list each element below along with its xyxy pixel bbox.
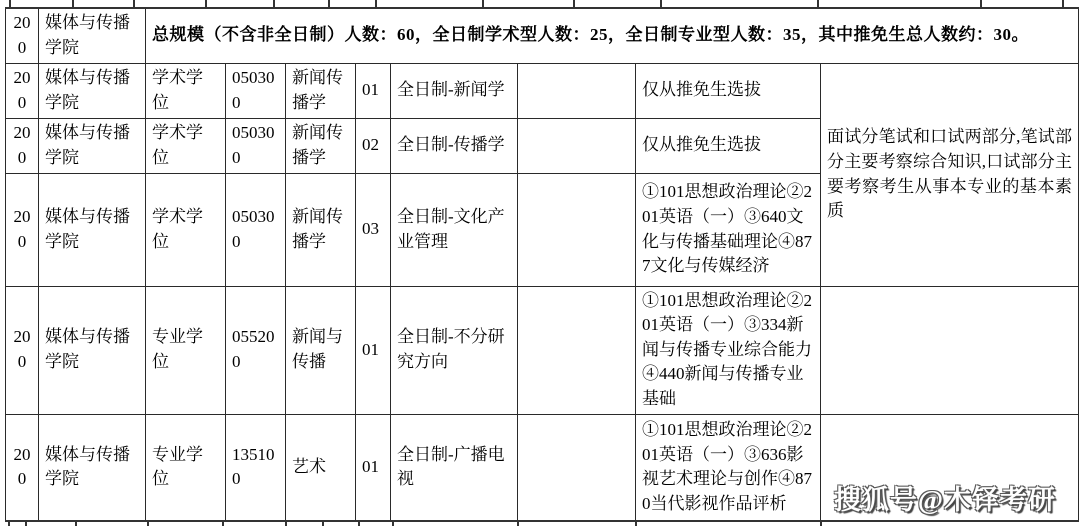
- cell-enrollment: [518, 63, 636, 118]
- cell-direction-name: 全日制-广播电视: [391, 414, 518, 521]
- table-gridline: [392, 520, 394, 526]
- table-gridline: [980, 0, 982, 7]
- cell-college-code: 200: [6, 118, 39, 173]
- table-gridline: [1062, 0, 1064, 7]
- cell-school-name: 媒体与传播学院: [39, 118, 146, 173]
- cell-direction-code: 01: [356, 286, 391, 414]
- table-gridline: [133, 0, 135, 7]
- cell-exam-subjects: ①101思想政治理论②201英语（一）③636影视艺术理论与创作④870当代影视作品评析: [636, 414, 821, 521]
- cell-direction-name: 全日制-文化产业管理: [391, 173, 518, 286]
- cell-direction-code: 01: [356, 414, 391, 521]
- table-gridline: [273, 0, 275, 7]
- cell-degree-type: 学术学位: [146, 118, 226, 173]
- cell-enrollment: [518, 286, 636, 414]
- summary-row: [6, 8, 1079, 63]
- table-gridline: [573, 0, 575, 7]
- table-gridline: [222, 520, 224, 526]
- table-gridline: [75, 520, 77, 526]
- cell-exam-subjects: ①101思想政治理论②201英语（一）③334新闻与传播专业综合能力④440新闻与传播专业基础: [636, 286, 821, 414]
- cell-direction-code: 02: [356, 118, 391, 173]
- cell-major-code: 135100: [226, 414, 286, 521]
- table-gridline: [328, 0, 330, 7]
- cell-major-name: 艺术: [286, 414, 356, 521]
- table-row: [6, 286, 1079, 414]
- table-gridline: [358, 520, 360, 526]
- cell-college-code: 200: [6, 286, 39, 414]
- table-gridline: [72, 0, 74, 7]
- table-gridline: [635, 520, 637, 526]
- cell-exam-subjects: ①101思想政治理论②201英语（一）③640文化与传播基础理论④877文化与传媒经济: [636, 173, 821, 286]
- table-gridline: [9, 0, 11, 7]
- cell-college-code: 200: [6, 8, 39, 63]
- table-gridline: [375, 0, 377, 7]
- cell-direction-code: 03: [356, 173, 391, 286]
- cell-college-code: 200: [6, 414, 39, 521]
- table-row: [6, 63, 1079, 118]
- cell-remarks: 面试分笔试和口试两部分,笔试部分主要考察综合知识,口试部分主要考察考生从事本专业的基本素质: [821, 63, 1079, 286]
- cell-college-code: 200: [6, 63, 39, 118]
- cell-major-code: 050300: [226, 63, 286, 118]
- table-gridline: [147, 520, 149, 526]
- admissions-table: [5, 7, 1079, 522]
- cell-major-name: 新闻传播学: [286, 63, 356, 118]
- cell-direction-name: 全日制-新闻学: [391, 63, 518, 118]
- cell-remarks: [821, 286, 1079, 414]
- cell-enrollment: [518, 118, 636, 173]
- cell-enrollment: [518, 414, 636, 521]
- cell-major-name: 新闻传播学: [286, 173, 356, 286]
- table-gridline: [482, 0, 484, 7]
- cell-enrollment-summary: 总规模（不含非全日制）人数：60，全日制学术型人数：25，全日制专业型人数：35，其中推免生总人数约：30。: [146, 8, 1079, 63]
- cell-school-name: 媒体与传播学院: [39, 173, 146, 286]
- table-gridline: [517, 520, 519, 526]
- cell-degree-type: 学术学位: [146, 173, 226, 286]
- cell-direction-name: 全日制-传播学: [391, 118, 518, 173]
- table-gridline: [322, 520, 324, 526]
- table-gridline: [817, 0, 819, 7]
- cell-school-name: 媒体与传播学院: [39, 286, 146, 414]
- cell-degree-type: 学术学位: [146, 63, 226, 118]
- cell-major-code: 055200: [226, 286, 286, 414]
- cell-degree-type: 专业学位: [146, 286, 226, 414]
- cell-major-name: 新闻与传播: [286, 286, 356, 414]
- cell-exam-subjects: 仅从推免生选拔: [636, 63, 821, 118]
- cell-school-name: 媒体与传播学院: [39, 414, 146, 521]
- cell-enrollment: [518, 173, 636, 286]
- cell-exam-subjects: 仅从推免生选拔: [636, 118, 821, 173]
- table-gridline: [820, 520, 822, 526]
- cell-major-code: 050300: [226, 173, 286, 286]
- cell-degree-type: 专业学位: [146, 414, 226, 521]
- cell-major-name: 新闻传播学: [286, 118, 356, 173]
- table-gridline: [8, 520, 10, 526]
- cell-direction-name: 全日制-不分研究方向: [391, 286, 518, 414]
- cell-direction-code: 01: [356, 63, 391, 118]
- cell-school-name: 媒体与传播学院: [39, 63, 146, 118]
- table-gridline: [25, 520, 27, 526]
- table-gridline: [660, 0, 662, 7]
- cell-school-name: 媒体与传播学院: [39, 8, 146, 63]
- cell-college-code: 200: [6, 173, 39, 286]
- table-gridline: [205, 0, 207, 7]
- sohu-watermark: 搜狐号@木铎考研: [833, 485, 1056, 515]
- cell-major-code: 050300: [226, 118, 286, 173]
- table-gridline: [285, 520, 287, 526]
